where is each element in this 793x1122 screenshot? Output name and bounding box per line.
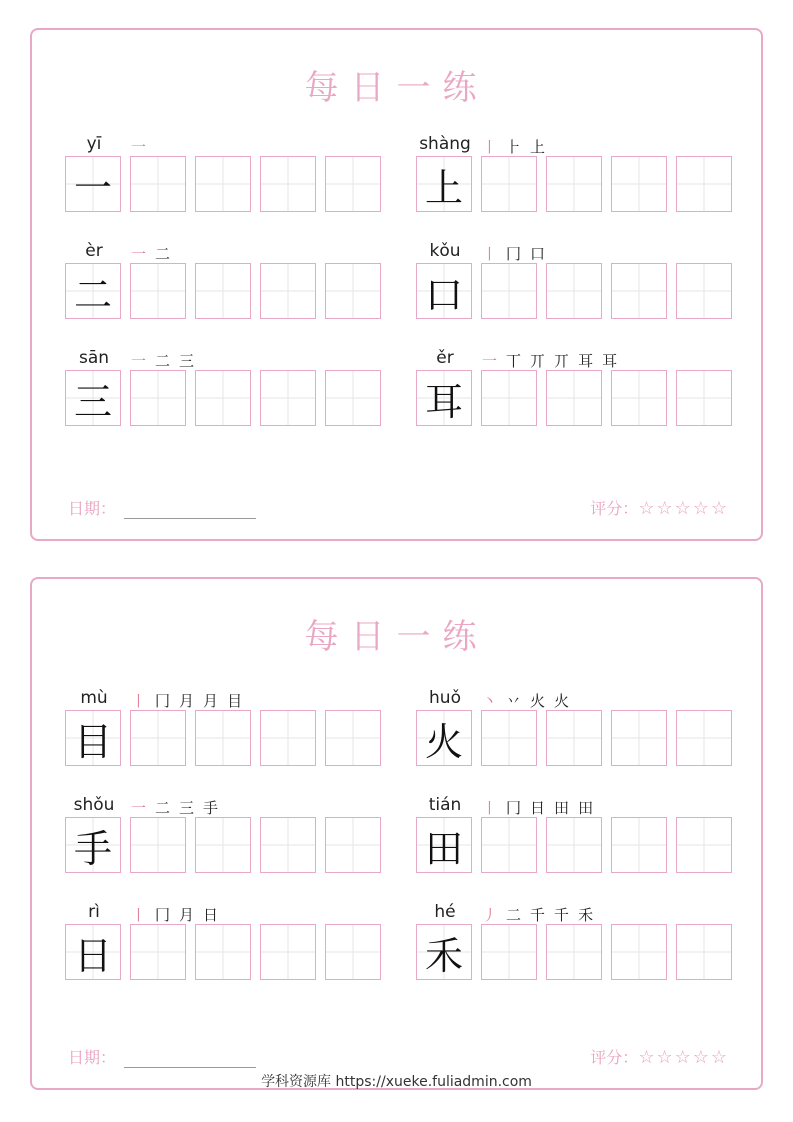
practice-box[interactable] [546, 710, 602, 766]
practice-box[interactable] [676, 156, 732, 212]
practice-box[interactable] [325, 817, 381, 873]
practice-box[interactable] [130, 263, 186, 319]
practice-box[interactable] [481, 263, 537, 319]
practice-box[interactable] [481, 924, 537, 980]
char-entry-shang [416, 134, 736, 234]
practice-box[interactable] [195, 156, 251, 212]
char-entry-mu [65, 688, 385, 788]
model-char-box: 一 [65, 156, 121, 212]
char-entry-ri [65, 902, 385, 1002]
practice-box[interactable] [195, 817, 251, 873]
model-char-box: 手 [65, 817, 121, 873]
practice-box[interactable] [481, 370, 537, 426]
practice-box[interactable] [546, 156, 602, 212]
model-char-box: 口 [416, 263, 472, 319]
star-rating[interactable]: ☆☆☆☆☆ [638, 498, 729, 519]
practice-box[interactable] [611, 370, 667, 426]
practice-box[interactable] [195, 370, 251, 426]
date-field[interactable] [68, 496, 256, 519]
char-entry-shou [65, 795, 385, 895]
stroke-order: 丨 ⺊ 上 [482, 138, 549, 156]
writing-grid[interactable] [65, 156, 381, 212]
writing-grid[interactable] [65, 710, 381, 766]
model-char-box: 上 [416, 156, 472, 212]
stroke-order: 一 [131, 138, 150, 156]
practice-box[interactable] [260, 263, 316, 319]
stroke-order: 一 丅 丌 丌 耳 耳 [482, 352, 621, 370]
card-title: 每日一练 [304, 68, 489, 108]
practice-box[interactable] [611, 924, 667, 980]
stroke-order: 丨 冂 月 日 [131, 906, 222, 924]
practice-box[interactable] [195, 710, 251, 766]
stroke-order: 丨 冂 口 [482, 245, 549, 263]
date-label: 日期： [68, 1048, 117, 1067]
practice-box[interactable] [546, 817, 602, 873]
char-entry-huo [416, 688, 736, 788]
model-char-box: 三 [65, 370, 121, 426]
practice-box[interactable] [546, 370, 602, 426]
writing-grid[interactable] [65, 370, 381, 426]
pinyin-label: shǒu [73, 795, 115, 815]
model-char-box: 目 [65, 710, 121, 766]
writing-grid[interactable] [65, 924, 381, 980]
practice-card-2 [30, 577, 763, 1090]
pinyin-label: ěr [436, 348, 454, 368]
pinyin-label: yī [86, 134, 102, 154]
model-char-box: 田 [416, 817, 472, 873]
pinyin-label: èr [85, 241, 103, 261]
char-entry-er-ear [416, 348, 736, 448]
model-char-box: 二 [65, 263, 121, 319]
stroke-order: 丨 冂 日 田 田 [482, 799, 597, 817]
model-char-box: 日 [65, 924, 121, 980]
practice-box[interactable] [676, 924, 732, 980]
card-title: 每日一练 [304, 617, 489, 657]
writing-grid[interactable] [416, 370, 732, 426]
char-entry-yi [65, 134, 385, 234]
stroke-order: 一 二 三 [131, 352, 198, 370]
pinyin-label: shàng [419, 134, 471, 154]
char-entry-san [65, 348, 385, 448]
stroke-order: 丶 丷 火 火 [482, 692, 573, 710]
practice-box[interactable] [325, 710, 381, 766]
writing-grid[interactable] [416, 263, 732, 319]
practice-box[interactable] [325, 924, 381, 980]
practice-box[interactable] [546, 263, 602, 319]
pinyin-label: mù [80, 688, 108, 708]
practice-box[interactable] [130, 370, 186, 426]
practice-box[interactable] [481, 817, 537, 873]
char-entry-he [416, 902, 736, 1002]
practice-box[interactable] [481, 156, 537, 212]
practice-box[interactable] [130, 924, 186, 980]
practice-box[interactable] [325, 370, 381, 426]
star-rating[interactable]: ☆☆☆☆☆ [638, 1047, 729, 1068]
practice-box[interactable] [481, 710, 537, 766]
writing-grid[interactable] [416, 710, 732, 766]
practice-box[interactable] [676, 263, 732, 319]
score-label: 评分： [590, 499, 639, 518]
model-char-box: 耳 [416, 370, 472, 426]
practice-box[interactable] [130, 710, 186, 766]
practice-box[interactable] [611, 156, 667, 212]
practice-box[interactable] [195, 924, 251, 980]
score-label: 评分： [590, 1048, 639, 1067]
practice-card-1 [30, 28, 763, 541]
practice-box[interactable] [325, 156, 381, 212]
stroke-order: 丿 二 千 千 禾 [482, 906, 597, 924]
practice-box[interactable] [260, 370, 316, 426]
practice-box[interactable] [676, 710, 732, 766]
practice-box[interactable] [611, 710, 667, 766]
pinyin-label: rì [88, 902, 100, 922]
writing-grid[interactable] [65, 263, 381, 319]
practice-box[interactable] [611, 817, 667, 873]
char-entry-kou [416, 241, 736, 341]
stroke-order: 一 二 [131, 245, 174, 263]
char-entry-er [65, 241, 385, 341]
practice-box[interactable] [260, 924, 316, 980]
pinyin-label: tián [428, 795, 462, 815]
practice-box[interactable] [260, 156, 316, 212]
writing-grid[interactable] [416, 156, 732, 212]
practice-box[interactable] [676, 370, 732, 426]
practice-box[interactable] [130, 817, 186, 873]
practice-box[interactable] [325, 263, 381, 319]
date-label: 日期： [68, 499, 117, 518]
pinyin-label: sān [78, 348, 110, 368]
writing-grid[interactable] [416, 924, 732, 980]
stroke-order: 丨 冂 月 月 目 [131, 692, 246, 710]
practice-box[interactable] [130, 156, 186, 212]
stroke-order: 一 二 三 手 [131, 799, 222, 817]
model-char-box: 火 [416, 710, 472, 766]
model-char-box: 禾 [416, 924, 472, 980]
pinyin-label: hé [434, 902, 456, 922]
date-field[interactable] [68, 1045, 256, 1068]
practice-box[interactable] [611, 263, 667, 319]
writing-grid[interactable] [416, 817, 732, 873]
date-input-line[interactable] [124, 1049, 256, 1068]
practice-box[interactable] [676, 817, 732, 873]
source-footer: 学科资源库 https://xueke.fuliadmin.com [261, 1074, 532, 1090]
score-field [590, 1045, 729, 1068]
score-field [590, 496, 729, 519]
practice-box[interactable] [546, 924, 602, 980]
practice-box[interactable] [195, 263, 251, 319]
pinyin-label: huǒ [429, 688, 461, 708]
char-entry-tian [416, 795, 736, 895]
date-input-line[interactable] [124, 500, 256, 519]
pinyin-label: kǒu [429, 241, 461, 261]
practice-box[interactable] [260, 710, 316, 766]
writing-grid[interactable] [65, 817, 381, 873]
practice-box[interactable] [260, 817, 316, 873]
